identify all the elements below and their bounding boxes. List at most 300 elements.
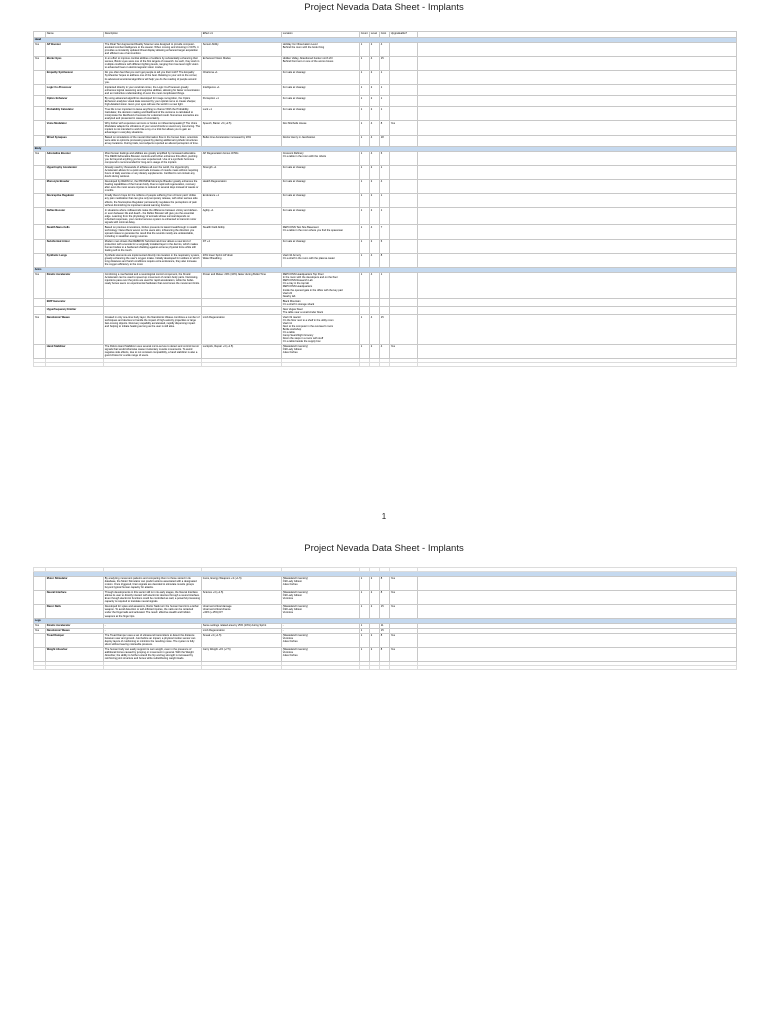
upgradeable-cell: [390, 70, 418, 84]
blank-cell: [418, 253, 737, 267]
name-cell: Adrenaline Booster: [46, 151, 104, 165]
description-cell: Finally there's hope for the millions of people suffering from chronic pain! Unlike any pain medication that can give only temporary release, with other serious side effects, the Nociceptive Regulator permanently regulates the perceptions of pain without diminishing its important natural warning function.: [104, 193, 202, 207]
level-cell: 2: [370, 107, 380, 121]
sub-flag-cell: Yes: [34, 628, 46, 633]
table-row: [34, 253, 737, 267]
name-cell: Reflex Booster: [46, 208, 104, 225]
count-cell: [360, 307, 370, 315]
name-cell: Kinetic Accelerator: [46, 272, 104, 299]
page-2: [0, 530, 768, 1024]
blank-cell: [418, 56, 737, 70]
upgradeable-cell: [390, 272, 418, 299]
name-cell: Hyperfrequency Emitter: [46, 307, 104, 315]
upgradeable-cell: [390, 42, 418, 56]
sub-flag-cell: [34, 239, 46, 253]
sub-flag-cell: [34, 121, 46, 135]
upgradeable-cell: Yes: [390, 590, 418, 604]
cost-cell: 1: [380, 272, 390, 299]
column-header: Description: [104, 32, 202, 38]
cost-cell: 15: [380, 315, 390, 345]
cost-cell: 8: [380, 121, 390, 135]
table-row: [34, 647, 737, 661]
cost-cell: 6: [380, 239, 390, 253]
description-cell: Based on previous innovations, Robco presents its latest breakthrough in stealth technology. Nano-fibers woven on the users skin, influencing the direction you spread noises to generate the result that the sounds mostly are undetectable, including in stealthier energy sources.: [104, 225, 202, 239]
location-cell: Black Mountain On a shelf in storage shack: [282, 299, 360, 307]
effect-cell: Limb Regeneration: [202, 315, 282, 345]
cost-cell: 1: [380, 96, 390, 107]
description-cell: Why bother with expensive sermons or books on influential speaking? The Voice Modulator adapts the vibrations of your vocal chords to sound very convincing. The implant is not intended to work like a toy or a trick but allows you to gain an advantage in everyday situations.: [104, 121, 201, 135]
description-cell: Synthetic elements are implemented directly into location in the respiratory system, greatly enhancing the user's oxygen intake. Initially developed for soldiers in which long distances and harsh conditions require extra endurance, they also increase the oxygen efficiency to the most.: [104, 254, 200, 267]
blank-cell: [418, 239, 737, 253]
cost-cell: 1: [380, 165, 390, 179]
cost-cell: 4: [380, 344, 390, 358]
location-cell: REPCONN Test Site Basement On a table in the room where you find the spaceman: [282, 225, 360, 239]
empty-row: [34, 362, 737, 366]
table-row: [34, 193, 737, 207]
description-cell: By using advanced algorithms developed for image recognition, the Optics Enhancer analyzes visual data received by your optical nerve to create sharper, high-detailed vision. Even your eyes will see the world in a new light.: [104, 96, 202, 107]
effect-cell: Sneak +3 (+1.5): [202, 633, 282, 647]
blank-cell: [418, 208, 737, 225]
upgradeable-cell: [390, 253, 418, 267]
table-row: [34, 307, 737, 315]
description-cell: Do you often feel that you can't get people to tell you their truth? The Empathy Synthesizer hopes to address one of the best. Relating to your unit to the corner, its advanced emotional algorithms will help you do the reading of people around you.: [104, 70, 202, 84]
empty-cell: [370, 665, 380, 669]
empty-cell: [104, 362, 202, 366]
location-cell: (Wasteland Inventory) Old Lady Gibson Veronica: [282, 590, 360, 604]
description-cell: The Rival Tier Augmented Reality Scanner was designed to provide computer-assisted combat intelligence to the wearer. When moving and shooting in VATS, it provides a constantly updated threat display allowing enhanced target acquisition and efficient use of ammunition.: [104, 42, 202, 56]
level-cell: 4: [370, 315, 380, 345]
cost-cell: 1: [380, 193, 390, 207]
sub-flag-cell: [34, 225, 46, 239]
upgradeable-cell: [390, 307, 418, 315]
effect-cell: Luck +1: [202, 107, 282, 121]
sub-flag-cell: [34, 165, 46, 179]
cost-cell: 8: [380, 576, 390, 590]
blank-cell: [418, 42, 737, 56]
effect-cell: Strength +1: [202, 165, 282, 179]
location-cell: (Wasteland Inventory) Old Lady Gibson Jules Forbes: [282, 576, 360, 590]
description-cell: Modern man shows that REBRON Sub-Dermal Armor allows a new kind of protection with a tensile for a surgically installed layer in the dermis, which makes human bodies to a hardened shielding against extreme physical force while still feeling soft to the touch.: [104, 239, 202, 253]
blank-cell: [418, 135, 737, 146]
upgradeable-cell: [390, 56, 418, 70]
cost-cell: 1: [380, 70, 390, 84]
table-row: [34, 272, 737, 299]
description-cell: -: [104, 628, 202, 633]
empty-cell: [418, 362, 737, 366]
upgradeable-cell: Yes: [390, 576, 418, 590]
blank-cell: [418, 151, 737, 165]
sub-flag-cell: [34, 604, 46, 618]
level-cell: 4: [370, 253, 380, 267]
location-cell: For sale at Usanagi: [282, 239, 360, 253]
level-cell: 2: [370, 165, 380, 179]
cost-cell: [380, 307, 390, 315]
empty-cell: [360, 665, 370, 669]
level-cell: 2: [370, 70, 380, 84]
blank-cell: [418, 272, 737, 299]
name-cell: Razor Nails: [46, 604, 104, 618]
name-cell: Synthetic Lungs: [46, 253, 104, 267]
location-cell: For sale at Usanagi: [282, 85, 360, 96]
effect-cell: Speech, Barter +5 (+2.5): [202, 121, 282, 135]
location-cell: Doc Mitchells House: [282, 121, 360, 135]
count-cell: 1: [360, 272, 370, 299]
blank-cell: [418, 121, 737, 135]
sub-flag-cell: [34, 576, 46, 590]
effect-cell: Charisma +1: [202, 70, 282, 84]
sub-flag-cell: Yes: [34, 151, 46, 165]
count-cell: 1: [360, 135, 370, 146]
level-cell: 2: [370, 604, 380, 618]
count-cell: 1: [360, 165, 370, 179]
description-cell: True life is too important to leave anything to chance! With the Probability Calculator, the decision making and likelihood of the outcome is calculated to incorporate the likelihood of success for a desired result. Numerous scenarios are analyzed and presented in cases of uncertainty.: [104, 107, 202, 121]
upgradeable-cell: [390, 151, 418, 165]
table-row: [34, 299, 737, 307]
name-cell: Motor Stimulator: [46, 576, 104, 590]
blank-cell: [418, 107, 737, 121]
sub-flag-cell: Yes: [34, 56, 46, 70]
count-cell: 1: [360, 315, 370, 345]
effect-cell: Carry Weight +15 (+7.5): [202, 647, 282, 661]
table-row: [34, 107, 737, 121]
sub-flag-cell: Yes: [34, 623, 46, 628]
blank-cell: [418, 165, 737, 179]
empty-cell: [46, 362, 104, 366]
level-cell: 4: [370, 135, 380, 146]
sub-flag-cell: [34, 96, 46, 107]
upgradeable-cell: [390, 315, 418, 345]
column-header: Upgradeable?: [390, 32, 418, 38]
description-cell: Created in only one-time body layer, the Nanobionic Weave combines a number of techniques and devices to handle the impact of high-velocity projectiles or large fast-moving objects. Recovery capability accelerated, rapidly dispersing impact and helping to initiate healing as long as the user is still alive.: [104, 315, 202, 345]
level-cell: [370, 299, 380, 307]
level-cell: [370, 307, 380, 315]
blank-cell: [418, 179, 737, 193]
section-label: Legs: [34, 619, 737, 624]
empty-cell: [46, 665, 104, 669]
level-cell: 2: [370, 179, 380, 193]
name-cell: AP Booster: [46, 42, 104, 56]
description-cell: Implanted directly in your cerebral cortex, the Logic Co-Processor greatly enhances logical reasoning and cognitive abilities, allowing for faster concentration and an instinctive understanding of even the most complicated things.: [104, 85, 200, 95]
column-header: Level: [370, 32, 380, 38]
effect-cell: Enhanced Vision Modes: [202, 56, 282, 70]
table-row: [34, 315, 737, 345]
count-cell: 1: [360, 96, 370, 107]
level-cell: 2: [370, 633, 380, 647]
upgradeable-cell: [390, 96, 418, 107]
empty-cell: [390, 362, 418, 366]
count-cell: 1: [360, 253, 370, 267]
effect-cell: DT +4: [202, 239, 282, 253]
location-cell: For sale at Usanagi: [282, 165, 360, 179]
cost-cell: 11: [380, 623, 390, 628]
empty-cell: [282, 665, 360, 669]
description-cell: By analyzing movement patterns and comparing them to those stored in its database, the Motor Stimulator can predict actions associated with a designated motion. Once triggered, brain signals are decoded to stimulate muscle groups beyond typical human capacity for attacks.: [104, 576, 202, 590]
sub-flag-cell: [34, 208, 46, 225]
effect-cell: Endurance +1: [202, 193, 282, 207]
level-cell: 2: [370, 590, 380, 604]
name-cell: Hand Stabilizer: [46, 344, 104, 358]
upgradeable-cell: [390, 165, 418, 179]
description-cell: Most human feelings and abilities are greatly amplified by increased adrenaline. The REDN Adrenaline Booster controls and further enhances this effect, pushing you far beyond anything you've ever experienced. Use of a synthetic hormone compound is recommended for long-term usage of the implant.: [104, 151, 202, 165]
empty-cell: [380, 665, 390, 669]
sub-flag-cell: Yes: [34, 42, 46, 56]
empty-cell: [202, 362, 282, 366]
location-cell: For sale at Usanagi: [282, 70, 360, 84]
name-cell: Monocyte Breeder: [46, 179, 104, 193]
empty-cell: [34, 665, 46, 669]
effect-cell: [202, 307, 282, 315]
upgradeable-cell: [390, 179, 418, 193]
effect-cell: Sensor Ability: [202, 42, 282, 56]
cost-cell: [380, 299, 390, 307]
blank-cell: [418, 96, 737, 107]
level-cell: 4: [370, 151, 380, 165]
location-cell: Vault 34 Armory On a shelf in the room with the plasma caster: [282, 253, 360, 267]
sub-flag-cell: [34, 85, 46, 96]
name-cell: EMP Generator: [46, 299, 104, 307]
count-cell: 1: [360, 604, 370, 618]
effect-cell: Stealth Field Ability: [202, 225, 282, 239]
level-cell: 2: [370, 647, 380, 661]
blank-cell: [418, 647, 737, 661]
section-label: Body: [34, 146, 737, 151]
cost-cell: 4: [380, 179, 390, 193]
effect-cell: Guns, Energy Weapons +3 (+1.5): [202, 576, 282, 590]
name-cell: Probability Calculator: [46, 107, 104, 121]
cost-cell: 15: [380, 56, 390, 70]
level-cell: 4: [370, 225, 380, 239]
empty-cell: [370, 362, 380, 366]
location-cell: New Vegas Steel The table near a small cinder block: [282, 307, 360, 315]
empty-cell: [360, 362, 370, 366]
location-cell: Vault 19 reactor On the floor next to a shelf in the utility room Vault 11 Next to the computer in the overseer's room Bottle workshop On a table Camp Searchlight Grocery Down the steps in a room with stuff On a table beside the supply box: [282, 315, 360, 345]
effect-cell: Same settings related area by 25% (10%) during Sprint: [202, 623, 282, 628]
column-header: Effect x1: [202, 32, 282, 38]
effect-cell: Power and Melee: 20% (10%) faster during Bullet Time: [202, 272, 282, 299]
location-cell: For sale at Usanagi: [282, 107, 360, 121]
page-number: 1: [381, 512, 387, 521]
sub-flag-cell: [34, 647, 46, 661]
table-row: [34, 42, 737, 56]
effect-cell: Bullet time Acceleration increased by 20%: [202, 135, 282, 146]
blank-cell: [418, 70, 737, 84]
empty-cell: [380, 362, 390, 366]
name-cell: Empathy Synthesizer: [46, 70, 104, 84]
location-cell: -: [282, 628, 360, 633]
cost-cell: 1: [380, 208, 390, 225]
table-row: [34, 85, 737, 96]
location-cell: (Wasteland Inventory) Old Lady Gibson Jules Forbes: [282, 344, 360, 358]
sub-flag-cell: [34, 135, 46, 146]
upgradeable-cell: [390, 299, 418, 307]
cost-cell: 8: [380, 253, 390, 267]
level-cell: 2: [370, 208, 380, 225]
upgradeable-cell: [390, 135, 418, 146]
table-row: [34, 70, 737, 84]
level-cell: 2: [370, 193, 380, 207]
upgradeable-cell: [390, 85, 418, 96]
data-table: [33, 31, 737, 367]
empty-cell: [282, 362, 360, 366]
effect-cell: Health Regeneration: [202, 179, 282, 193]
count-cell: 1: [360, 239, 370, 253]
count-cell: 1: [360, 590, 370, 604]
cost-cell: 7: [380, 225, 390, 239]
name-cell: Bionic Eyes: [46, 56, 104, 70]
table-row: [34, 165, 737, 179]
effect-cell: Perception +1: [202, 96, 282, 107]
column-header: Location: [282, 32, 360, 38]
empty-cell: [104, 665, 202, 669]
upgradeable-cell: Yes: [390, 344, 418, 358]
location-cell: Crescent Refinery On a table in the room with the robots: [282, 151, 360, 165]
effect-cell: 20% lower Sprint AP drain Water Breathing: [202, 253, 282, 267]
blank-cell: [418, 85, 737, 96]
level-cell: 4: [370, 272, 380, 299]
cost-cell: 8: [380, 647, 390, 661]
name-cell: Nociceptive Regulator: [46, 193, 104, 207]
level-cell: 2: [370, 344, 380, 358]
blank-cell: [418, 299, 737, 307]
blank-cell: [418, 576, 737, 590]
effect-cell: [202, 299, 282, 307]
cost-cell: 15: [380, 628, 390, 633]
description-cell: The Tread Damper uses a set of ultrasound transmitters to detect the distance between user and ground. Just before an impact, a physical motion sensor can deploy layers of cushioning to minimize the resulting noise. The system is fully silent without leaving noticeable pressure.: [104, 633, 202, 647]
cost-cell: 4: [380, 42, 390, 56]
name-cell: Optics Enhancer: [46, 96, 104, 107]
sub-flag-cell: [34, 633, 46, 647]
cost-cell: 1: [380, 107, 390, 121]
name-cell: Kinetic Accelerator: [46, 623, 104, 628]
description-cell: The human body can easily support its own weight, even in the presence of additional forces caused by jumping or movement in general. With the Weight Absorber, the ability to further extend the hip and leg strength is increased by reinforcing joint structure and bones while redistributing weight loads.: [104, 647, 202, 661]
description-cell: Developed by REDN Inc, the PROMISE Monocyte Breeder greatly enhances the healing capabilities of the human body. Due to rapid cell regeneration, recovery after even the most severe injuries is reduced to several days instead of weeks or months.: [104, 179, 202, 193]
table-row: [34, 604, 737, 618]
count-cell: 1: [360, 56, 370, 70]
blank-cell: [418, 225, 737, 239]
location-cell: For sale at Usanagi: [282, 179, 360, 193]
table-row: [34, 590, 737, 604]
description-cell: Based on simulations of the neural information flow in the human brain, scientists were able to optimize processing speed by placing additional synthetic structures at key locations. During trials, test subjects reported an altered perception of time.: [104, 135, 202, 146]
column-header: Cost: [380, 32, 390, 38]
empty-row: [34, 665, 737, 669]
sub-flag-cell: [34, 193, 46, 207]
upgradeable-cell: Yes: [390, 604, 418, 618]
table-row: [34, 633, 737, 647]
cost-cell: 18: [380, 135, 390, 146]
cost-cell: 6: [380, 151, 390, 165]
level-cell: 2: [370, 96, 380, 107]
location-cell: -: [282, 623, 360, 628]
sub-flag-cell: [34, 253, 46, 267]
count-cell: 1: [360, 179, 370, 193]
sub-flag-cell: [34, 179, 46, 193]
upgradeable-cell: Yes: [390, 633, 418, 647]
column-header: Count: [360, 32, 368, 36]
name-cell: Sub-Dermal Armor: [46, 239, 104, 253]
location-cell: Doctor Henry in Jacobstown: [282, 135, 360, 146]
sub-flag-cell: [34, 299, 46, 307]
effect-cell: Science +3 (+1.5): [202, 590, 282, 604]
name-cell: Wired Synapses: [46, 135, 104, 146]
name-cell: Stealth Nano-Cells: [46, 225, 104, 239]
name-cell: Tread Damper: [46, 633, 104, 647]
sub-flag-cell: Yes: [34, 272, 46, 299]
name-cell: Weight Absorber: [46, 647, 104, 661]
empty-cell: [390, 665, 418, 669]
column-header: Name: [46, 32, 104, 38]
level-cell: 2: [370, 42, 380, 56]
location-cell: (Wasteland Inventory) Veronica Jules Forbes: [282, 633, 360, 647]
table-row: [34, 56, 737, 70]
level-cell: 4: [370, 121, 380, 135]
sub-flag-cell: [34, 107, 46, 121]
description-cell: Though developments in this sector still is in its early stages, the Neural Interface allows its user to directly interact with electronic devices through a neural interface. Even though electronic functions could be controlled as well, a powerful processing capacity is required to translate neural signals.: [104, 591, 201, 604]
upgradeable-cell: Yes: [390, 647, 418, 661]
upgradeable-cell: Yes: [390, 121, 418, 135]
description-cell: In situations where milliseconds make the difference between victory and defeat - or even between life and death - the Reflex Booster will give you the essential edge. Learning from the physiology of animals whose survival depends on inherited responses, your central nervous system is enhanced to transmit motor signals with minimal delay.: [104, 208, 202, 225]
name-cell: Nanobionic Weave: [46, 315, 104, 345]
count-cell: 1: [360, 193, 370, 207]
count-cell: 1: [360, 623, 370, 628]
effect-cell: Unarmed critical damage Unarmed critical chance +30% (+15%) DT: [202, 604, 282, 618]
location-cell: (Wasteland Inventory) Old Lady Gibson Veronica: [282, 604, 360, 618]
empty-cell: [34, 362, 46, 366]
level-cell: 4: [370, 56, 380, 70]
effect-cell: Intelligence +1: [202, 85, 282, 96]
description-cell: [104, 307, 202, 315]
table-row: [34, 576, 737, 590]
description-cell: The Robco Hand Stabilizer uses several micro-servos to detect and control tremor signals that would otherwise cause involuntary muscle movements. To avoid negative side effects, due to not constant compatibility, a hand stabilizer is also a good choice for a wide range of users.: [104, 344, 202, 358]
count-cell: 1: [360, 85, 370, 96]
effect-cell: AP Regeneration bonus till 50s: [202, 151, 282, 165]
effect-cell: Agility +1: [202, 208, 282, 225]
blank-cell: [418, 344, 737, 358]
count-cell: 1: [360, 225, 370, 239]
description-cell: -: [104, 623, 202, 628]
table-row: [34, 344, 737, 358]
cost-cell: 8: [380, 633, 390, 647]
name-cell: Voice Modulator: [46, 121, 104, 135]
effect-cell: Lockpick, Repair +3 (+1.5): [202, 344, 282, 358]
upgradeable-cell: [390, 208, 418, 225]
count-cell: 1: [360, 633, 370, 647]
level-cell: 2: [370, 239, 380, 253]
count-cell: 1: [360, 628, 370, 633]
location-cell: REPCONN Headquarters Top Floor In the room with the developers and on the floor REPCONN Research Lab On a tray in the top lab REPCONN Headquarters Inside the opened gate in the office with the key pad Vault 22 Nearby lab: [282, 272, 360, 299]
section-label: Head: [34, 37, 737, 42]
section-label: Arms: [34, 267, 737, 272]
location-cell: Holiday Inn Observation Level Behind the room with the book thing: [282, 42, 360, 56]
count-cell: 1: [360, 344, 370, 358]
count-cell: 1: [360, 576, 370, 590]
sub-flag-cell: [34, 307, 46, 315]
name-cell: Logic Co-Processor: [46, 85, 104, 96]
page-title: Project Nevada Data Sheet - Implants: [304, 2, 464, 13]
blank-cell: [418, 193, 737, 207]
cost-cell: 15: [380, 604, 390, 618]
description-cell: In an effort to improve combat abilities of soldiers by substantially enhancing their senses, Bionic eyes were one of the first targets of research. As such, they work in multiple conditions with different lighting levels, ranging from low-level night vision to advanced heat or electromagnetic vision modes.: [104, 56, 202, 70]
name-cell: Nanobionic Weave: [46, 628, 104, 633]
description-cell: [104, 299, 202, 307]
blank-cell: [418, 590, 737, 604]
table-row: [34, 225, 737, 239]
location-cell: Hidden Valley, Abandoned bunker north 2/3 Behind front tent on one of the ammo boxes: [282, 56, 360, 70]
sub-flag-cell: [34, 344, 46, 358]
location-cell: For sale at Usanagi: [282, 208, 360, 225]
count-cell: [360, 299, 370, 307]
sub-flag-cell: [34, 70, 46, 84]
table-row: [34, 135, 737, 146]
